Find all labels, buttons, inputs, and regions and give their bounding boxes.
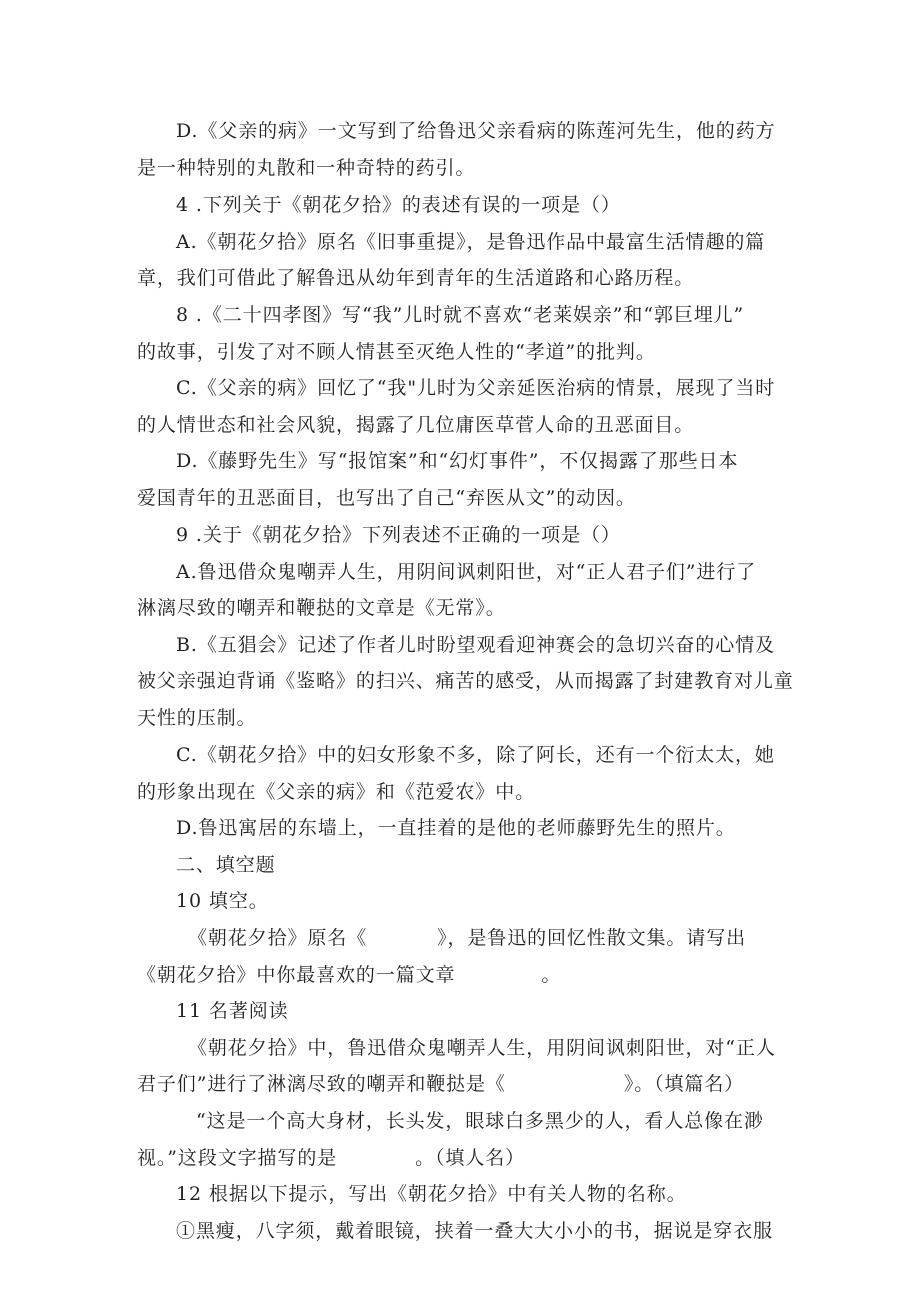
q11-text-f: 。（填人名） <box>415 1147 526 1169</box>
q11-line-2 <box>137 1069 744 1096</box>
q9-option-b-line-2: 被父亲强迫背诵《鉴略》的扫兴、痛苦的感受，从而揭露了封建教育对儿童 <box>137 670 794 692</box>
question-12-stem: 12 根据以下提示，写出《朝花夕拾》中有关人物的名称。 <box>176 1183 687 1205</box>
q4-option-a-line-2: 章，我们可借此了解鲁迅从幼年到青年的生活道路和心路历程。 <box>137 267 695 289</box>
q9-option-a-line-2: 淋漓尽致的嘲弄和鞭挞的文章是《无常》。 <box>137 597 506 619</box>
q4-option-c-line-2: 的人情世态和社会风貌，揭露了几位庸医草菅人命的丑恶面目。 <box>137 414 695 436</box>
q10-line-1 <box>188 923 746 950</box>
option-d-line-1: D.《父亲的病》一文写到了给鲁迅父亲看病的陈莲河先生，他的药方 <box>176 120 776 142</box>
q9-option-a-line-1: A.鲁迅借众鬼嘲弄人生，用阴间讽刺阳世，对“正人君子们”进行了 <box>176 561 757 583</box>
question-9-stem: 9 .关于《朝花夕拾》下列表述不正确的一项是（） <box>176 524 621 546</box>
q11-line-1: 《朝花夕拾》中，鲁迅借众鬼嘲弄人生，用阴间讽刺阳世，对“正人 <box>188 1037 776 1059</box>
q4-option-b-line-1: 8 .《二十四孝图》写“我”儿时就不喜欢“老莱娱亲”和“郭巨埋儿” <box>176 304 745 326</box>
q4-option-a-line-1: A.《朝花夕拾》原名《旧事重提》，是鲁迅作品中最富生活情趣的篇 <box>176 231 766 253</box>
q11-line-3: “这是一个高大身材，长头发，眼球白多黑少的人，看人总像在渺 <box>196 1110 764 1132</box>
section-heading-fill-blank: 二、填空题 <box>176 854 276 876</box>
q10-text-d: 。 <box>541 964 562 986</box>
q9-option-d-line: D.鲁迅寓居的东墙上，一直挂着的是他的老师藤野先生的照片。 <box>176 817 736 839</box>
question-4-stem: 4 .下列关于《朝花夕拾》的表述有误的一项是（） <box>176 194 621 216</box>
q11-text-e: 视。”这段文字描写的是 <box>137 1147 338 1169</box>
q9-option-c-line-2: 的形象出现在《父亲的病》和《范爱农》中。 <box>137 781 536 803</box>
q4-option-c-line-1: C.《父亲的病》回忆了“我"儿时为父亲延医治病的情景，展现了当时 <box>176 377 776 399</box>
q11-line-4 <box>137 1143 525 1170</box>
option-d-line-2: 是一种特别的丸散和一种奇特的药引。 <box>137 157 476 179</box>
q12-hint-1: ①黑瘦，八字须，戴着眼镜，挟着一叠大大小小的书，据说是穿衣服 <box>176 1220 774 1242</box>
q4-option-d-line-2: 爱国青年的丑恶面目，也写出了自己“弃医从文”的动因。 <box>137 487 636 509</box>
q11-text-b: 君子们”进行了淋漓尽致的嘲弄和鞭挞是《 <box>137 1073 506 1095</box>
q4-option-d-line-1: D.《藤野先生》写“报馆案”和“幻灯事件”，不仅揭露了那些日本 <box>176 450 739 472</box>
question-10-stem: 10 填空。 <box>176 890 269 912</box>
q10-line-2 <box>137 960 561 987</box>
q9-option-c-line-1: C.《朝花夕拾》中的妇女形象不多，除了阿长，还有一个衍太太，她 <box>176 744 775 766</box>
q9-option-b-line-1: B.《五猖会》记述了作者儿时盼望观看迎神赛会的急切兴奋的心情及 <box>176 634 775 656</box>
q10-text-a: 《朝花夕拾》原名《 <box>188 927 368 949</box>
question-11-stem: 11 名著阅读 <box>176 1000 289 1022</box>
q11-text-c: 》。（填篇名） <box>623 1073 745 1095</box>
q10-text-b: 》，是鲁迅的回忆性散文集。请写出 <box>437 927 747 949</box>
q9-option-b-line-3: 天性的压制。 <box>137 707 257 729</box>
q4-option-b-line-2: 的故事，引发了对不顾人情甚至灭绝人性的“孝道”的批判。 <box>137 341 656 363</box>
q10-text-c: 《朝花夕拾》中你最喜欢的一篇文章 <box>137 964 456 986</box>
